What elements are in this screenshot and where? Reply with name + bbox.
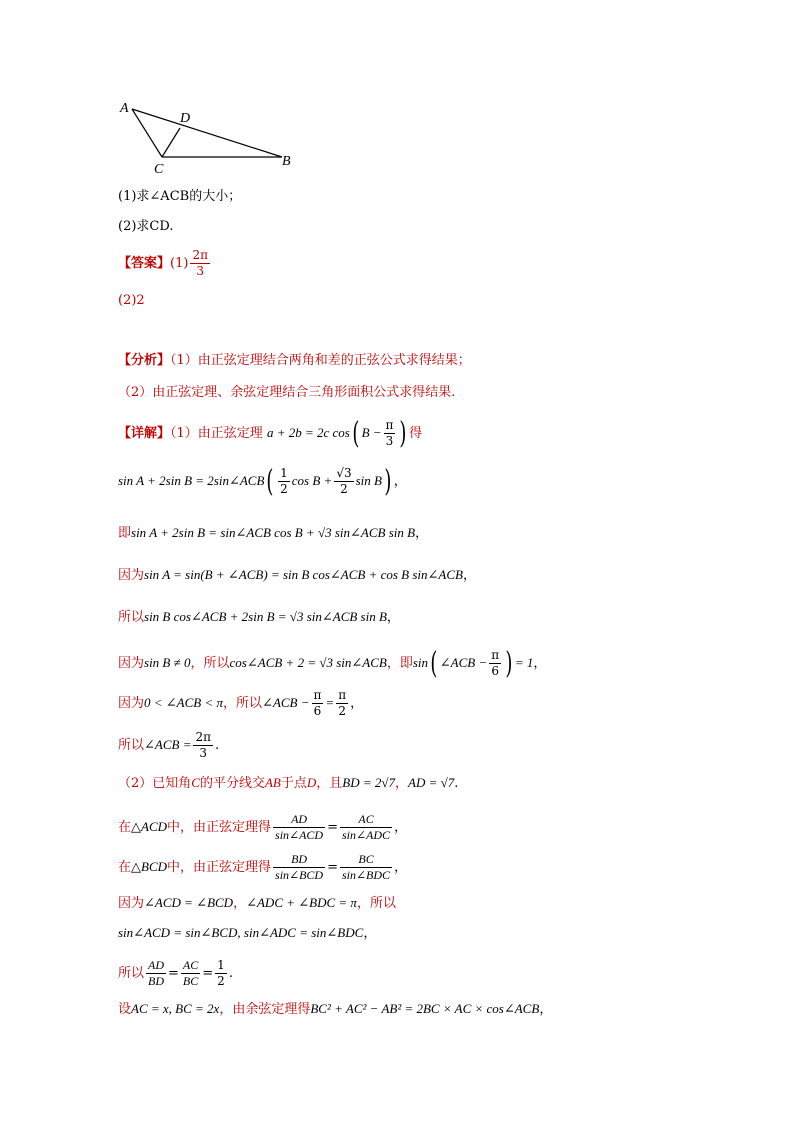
detail-l13-m: sin∠ACD = sin∠BCD, sin∠ADC = sin∠BDC bbox=[118, 925, 364, 940]
detail-l14-pre: 所以 bbox=[118, 966, 145, 981]
detail-l7-end: ， bbox=[350, 696, 364, 711]
frac-num: AC bbox=[182, 958, 199, 972]
detail-l7-pre: 因为 bbox=[118, 696, 145, 711]
frac-num: AD bbox=[273, 812, 325, 828]
paren-open: ( bbox=[352, 415, 360, 451]
paren-close: ) bbox=[505, 645, 513, 681]
paren-open: ( bbox=[266, 463, 274, 499]
detail-l9-c2: 于点 bbox=[280, 776, 307, 791]
detail-l9-ab: AB bbox=[264, 775, 281, 790]
paren-open: ( bbox=[430, 645, 438, 681]
detail-l6-m4: = 1 bbox=[514, 655, 534, 670]
detail-l1-math: a + 2b = 2c cos bbox=[266, 425, 350, 440]
detail-l12-b: ， bbox=[233, 896, 247, 911]
ac-frac bbox=[340, 812, 392, 843]
pi-half-frac bbox=[336, 688, 348, 719]
frac-den: 6 bbox=[313, 704, 322, 718]
analysis-text-1: （1）由正弦定理结合两角和差的正弦公式求得结果； bbox=[170, 353, 471, 368]
bc-frac bbox=[340, 852, 392, 883]
detail-l7-mid: ，所以 bbox=[223, 696, 263, 711]
frac-den: 3 bbox=[385, 434, 394, 448]
detail-l13-end: ， bbox=[363, 926, 377, 941]
frac-num: 2π bbox=[195, 730, 212, 744]
answer-1-fraction bbox=[190, 248, 210, 279]
detail-l8-end: . bbox=[215, 738, 220, 753]
detail-l6-m2: cos∠ACB + 2 = √3 sin∠ACB bbox=[229, 655, 387, 670]
detail-l12-m2: ∠ADC + ∠BDC = π bbox=[246, 895, 357, 910]
frac-den: sin∠ACD bbox=[275, 828, 324, 842]
frac-num: √3 bbox=[336, 466, 352, 480]
detail-l9-m2: AD = √7 bbox=[408, 775, 455, 790]
detail-l9-b: 的平分线交 bbox=[199, 776, 265, 791]
detail-l5-math: sin B cos∠ACB + 2sin B = √3 sin∠ACB sin B bbox=[144, 609, 387, 624]
two-pi-third-frac bbox=[193, 730, 213, 761]
detail-l1-b: B − bbox=[361, 425, 382, 440]
ac-bc-frac bbox=[181, 958, 200, 989]
detail-l7-m1: 0 < ∠ACB < π bbox=[144, 695, 224, 710]
detail-line-1 bbox=[118, 415, 423, 451]
detail-tag: 【详解】 bbox=[118, 426, 171, 441]
detail-l3-pre: 即 bbox=[118, 526, 132, 541]
detail-line-2 bbox=[118, 463, 407, 499]
detail-l6-pre: 因为 bbox=[118, 656, 145, 671]
frac-den: sin∠ADC bbox=[342, 828, 391, 842]
frac-den: BC bbox=[182, 974, 199, 988]
half-frac bbox=[278, 466, 290, 497]
half-frac bbox=[215, 958, 227, 989]
answer-line-1 bbox=[118, 248, 212, 279]
frac-num: BD bbox=[273, 852, 325, 868]
detail-l12-m1: ∠ACD = ∠BCD bbox=[144, 895, 234, 910]
detail-line-10: 在△ACD中，由正弦定理得 $\frac{AD}{\text{sin∠ACD}}$ = $\frac{AC}{\text{sin∠ADC}}$ ， bbox=[118, 812, 408, 842]
frac-num: π bbox=[313, 688, 322, 702]
segment-cd bbox=[162, 128, 180, 157]
detail-l15-m1: AC = x, BC = 2x bbox=[131, 1001, 220, 1016]
detail-l15-m2: BC² + AC² − AB² = 2BC × AC × cos∠ACB bbox=[310, 1001, 540, 1016]
detail-l6-mid: ，所以 bbox=[190, 656, 230, 671]
question-1: (1)求∠ACB的大小； bbox=[118, 189, 242, 204]
detail-l11-a: 在 bbox=[118, 860, 132, 875]
detail-l2-end: ， bbox=[393, 474, 407, 489]
detail-l9-m1: BD = 2√7 bbox=[342, 775, 396, 790]
frac-den: BD bbox=[148, 974, 165, 988]
detail-l10-a: 在 bbox=[118, 820, 132, 835]
detail-l10-m: △ACD bbox=[131, 819, 168, 834]
question-2: (2)求CD. bbox=[118, 219, 174, 234]
detail-line-11: 在△BCD中，由正弦定理得 $\frac{BD}{\text{sin∠BCD}}$ = $\frac{BC}{\text{sin∠BDC}}$ ， bbox=[118, 852, 408, 882]
bd-frac bbox=[273, 852, 325, 883]
detail-l11-m: △BCD bbox=[131, 859, 168, 874]
detail-l14-end: . bbox=[228, 966, 233, 981]
frac-num: 1 bbox=[217, 958, 225, 972]
detail-l8-pre: 所以 bbox=[118, 738, 145, 753]
detail-l1-end: 得 bbox=[409, 426, 423, 441]
detail-l4-end: ， bbox=[463, 568, 477, 583]
ad-frac bbox=[273, 812, 325, 843]
detail-line-12 bbox=[118, 894, 396, 913]
label-d: D bbox=[180, 111, 191, 126]
detail-l6-m1: sin B ≠ 0 bbox=[144, 655, 191, 670]
detail-l12-a: 因为 bbox=[118, 896, 145, 911]
detail-l3-math: sin A + 2sin B = sin∠ACB cos B + √3 sin∠ACB sin B bbox=[131, 525, 416, 540]
detail-line-5 bbox=[118, 608, 400, 627]
detail-line-4 bbox=[118, 566, 476, 585]
answer-tag: 【答案】 bbox=[118, 256, 171, 271]
frac-num: π bbox=[338, 688, 347, 702]
label-a: A bbox=[120, 101, 129, 116]
frac-den: 3 bbox=[199, 746, 208, 760]
detail-l4-math: sin A = sin(B + ∠ACB) = sin B cos∠ACB + cos B sin∠ACB bbox=[144, 567, 463, 582]
answer-1-den: 3 bbox=[196, 264, 205, 278]
segment-ac bbox=[132, 109, 162, 157]
frac-num: AD bbox=[148, 958, 165, 972]
label-c: C bbox=[154, 162, 164, 177]
frac-den: 2 bbox=[340, 482, 348, 496]
frac-num: 1 bbox=[280, 466, 288, 480]
frac-den: 2 bbox=[338, 704, 346, 718]
detail-line-6 bbox=[118, 645, 547, 681]
detail-l5-pre: 所以 bbox=[118, 610, 145, 625]
answer-2: (2)2 bbox=[118, 293, 145, 308]
analysis-line-1 bbox=[118, 352, 471, 370]
detail-l7-eq: = bbox=[325, 695, 335, 710]
analysis-tag: 【分析】 bbox=[118, 353, 171, 368]
detail-l11-end: ， bbox=[394, 860, 408, 875]
detail-l10-end: ， bbox=[394, 820, 408, 835]
detail-l3-end: ， bbox=[415, 526, 429, 541]
pi-sixth-frac bbox=[489, 648, 501, 679]
detail-line-9 bbox=[118, 774, 458, 793]
detail-l1-text: （1）由正弦定理 bbox=[170, 426, 263, 441]
detail-line-8 bbox=[118, 730, 219, 761]
pi-sixth-frac bbox=[312, 688, 324, 719]
frac-den: 6 bbox=[491, 664, 499, 678]
paren-close: ) bbox=[384, 463, 392, 499]
detail-line-15 bbox=[118, 1000, 552, 1019]
detail-line-13 bbox=[118, 924, 376, 943]
analysis-line-2: （2）由正弦定理、余弦定理结合三角形面积公式求得结果. bbox=[118, 385, 456, 400]
frac-den: 2 bbox=[217, 974, 225, 988]
frac-num: BC bbox=[340, 852, 392, 868]
answer-1-prefix: (1) bbox=[170, 256, 189, 271]
frac-den: 2 bbox=[280, 482, 288, 496]
frac-num: π bbox=[385, 418, 394, 432]
detail-l6-mid2: ，即 bbox=[386, 656, 413, 671]
detail-l9-end: . bbox=[454, 776, 459, 791]
segment-ab bbox=[132, 109, 282, 157]
ad-bd-frac bbox=[146, 958, 166, 989]
detail-l15-mid: ，由余弦定理得 bbox=[219, 1002, 311, 1017]
detail-l9-d: D bbox=[306, 775, 317, 790]
detail-line-3 bbox=[118, 524, 428, 543]
detail-l8-m: ∠ACB = bbox=[144, 737, 192, 752]
detail-l11-b: 中，由正弦定理得 bbox=[167, 860, 272, 875]
answer-1-num: 2π bbox=[192, 248, 208, 262]
detail-l6-m3: sin bbox=[412, 655, 429, 670]
detail-line-14: 所以 $\frac{AD}{BD}$ = $\frac{AC}{BC}$ = $\frac{1}{2}$ . bbox=[118, 958, 233, 988]
frac-den: sin∠BCD bbox=[275, 868, 324, 882]
frac-den: sin∠BDC bbox=[342, 868, 391, 882]
detail-line-7 bbox=[118, 688, 363, 719]
detail-l10-b: 中，由正弦定理得 bbox=[167, 820, 272, 835]
detail-l7-m2: ∠ACB − bbox=[262, 695, 310, 710]
frac-num: π bbox=[491, 648, 500, 662]
paren-close: ) bbox=[399, 415, 407, 451]
detail-l15-end: ， bbox=[539, 1002, 553, 1017]
detail-l9-e: ， bbox=[395, 776, 409, 791]
detail-l5-end: ， bbox=[386, 610, 400, 625]
detail-l6-end: ， bbox=[533, 656, 547, 671]
detail-l12-c: ，所以 bbox=[356, 896, 396, 911]
detail-l9-d2: ，且 bbox=[316, 776, 343, 791]
detail-l1-frac bbox=[384, 418, 396, 449]
detail-l15-pre: 设 bbox=[118, 1002, 132, 1017]
detail-l9-a: （2）已知角 bbox=[118, 776, 192, 791]
triangle-figure bbox=[110, 95, 310, 180]
detail-l4-pre: 因为 bbox=[118, 568, 145, 583]
sqrt3-half-frac bbox=[334, 466, 353, 497]
detail-l9-c: C bbox=[191, 775, 200, 790]
detail-l2-a: sin A + 2sin B = 2sin∠ACB bbox=[118, 473, 265, 488]
detail-l6-m3b: ∠ACB − bbox=[439, 655, 488, 670]
label-b: B bbox=[282, 154, 291, 169]
detail-l2-cos: cos B + bbox=[291, 473, 333, 488]
frac-num: AC bbox=[340, 812, 392, 828]
detail-l2-sin: sin B bbox=[355, 473, 382, 488]
